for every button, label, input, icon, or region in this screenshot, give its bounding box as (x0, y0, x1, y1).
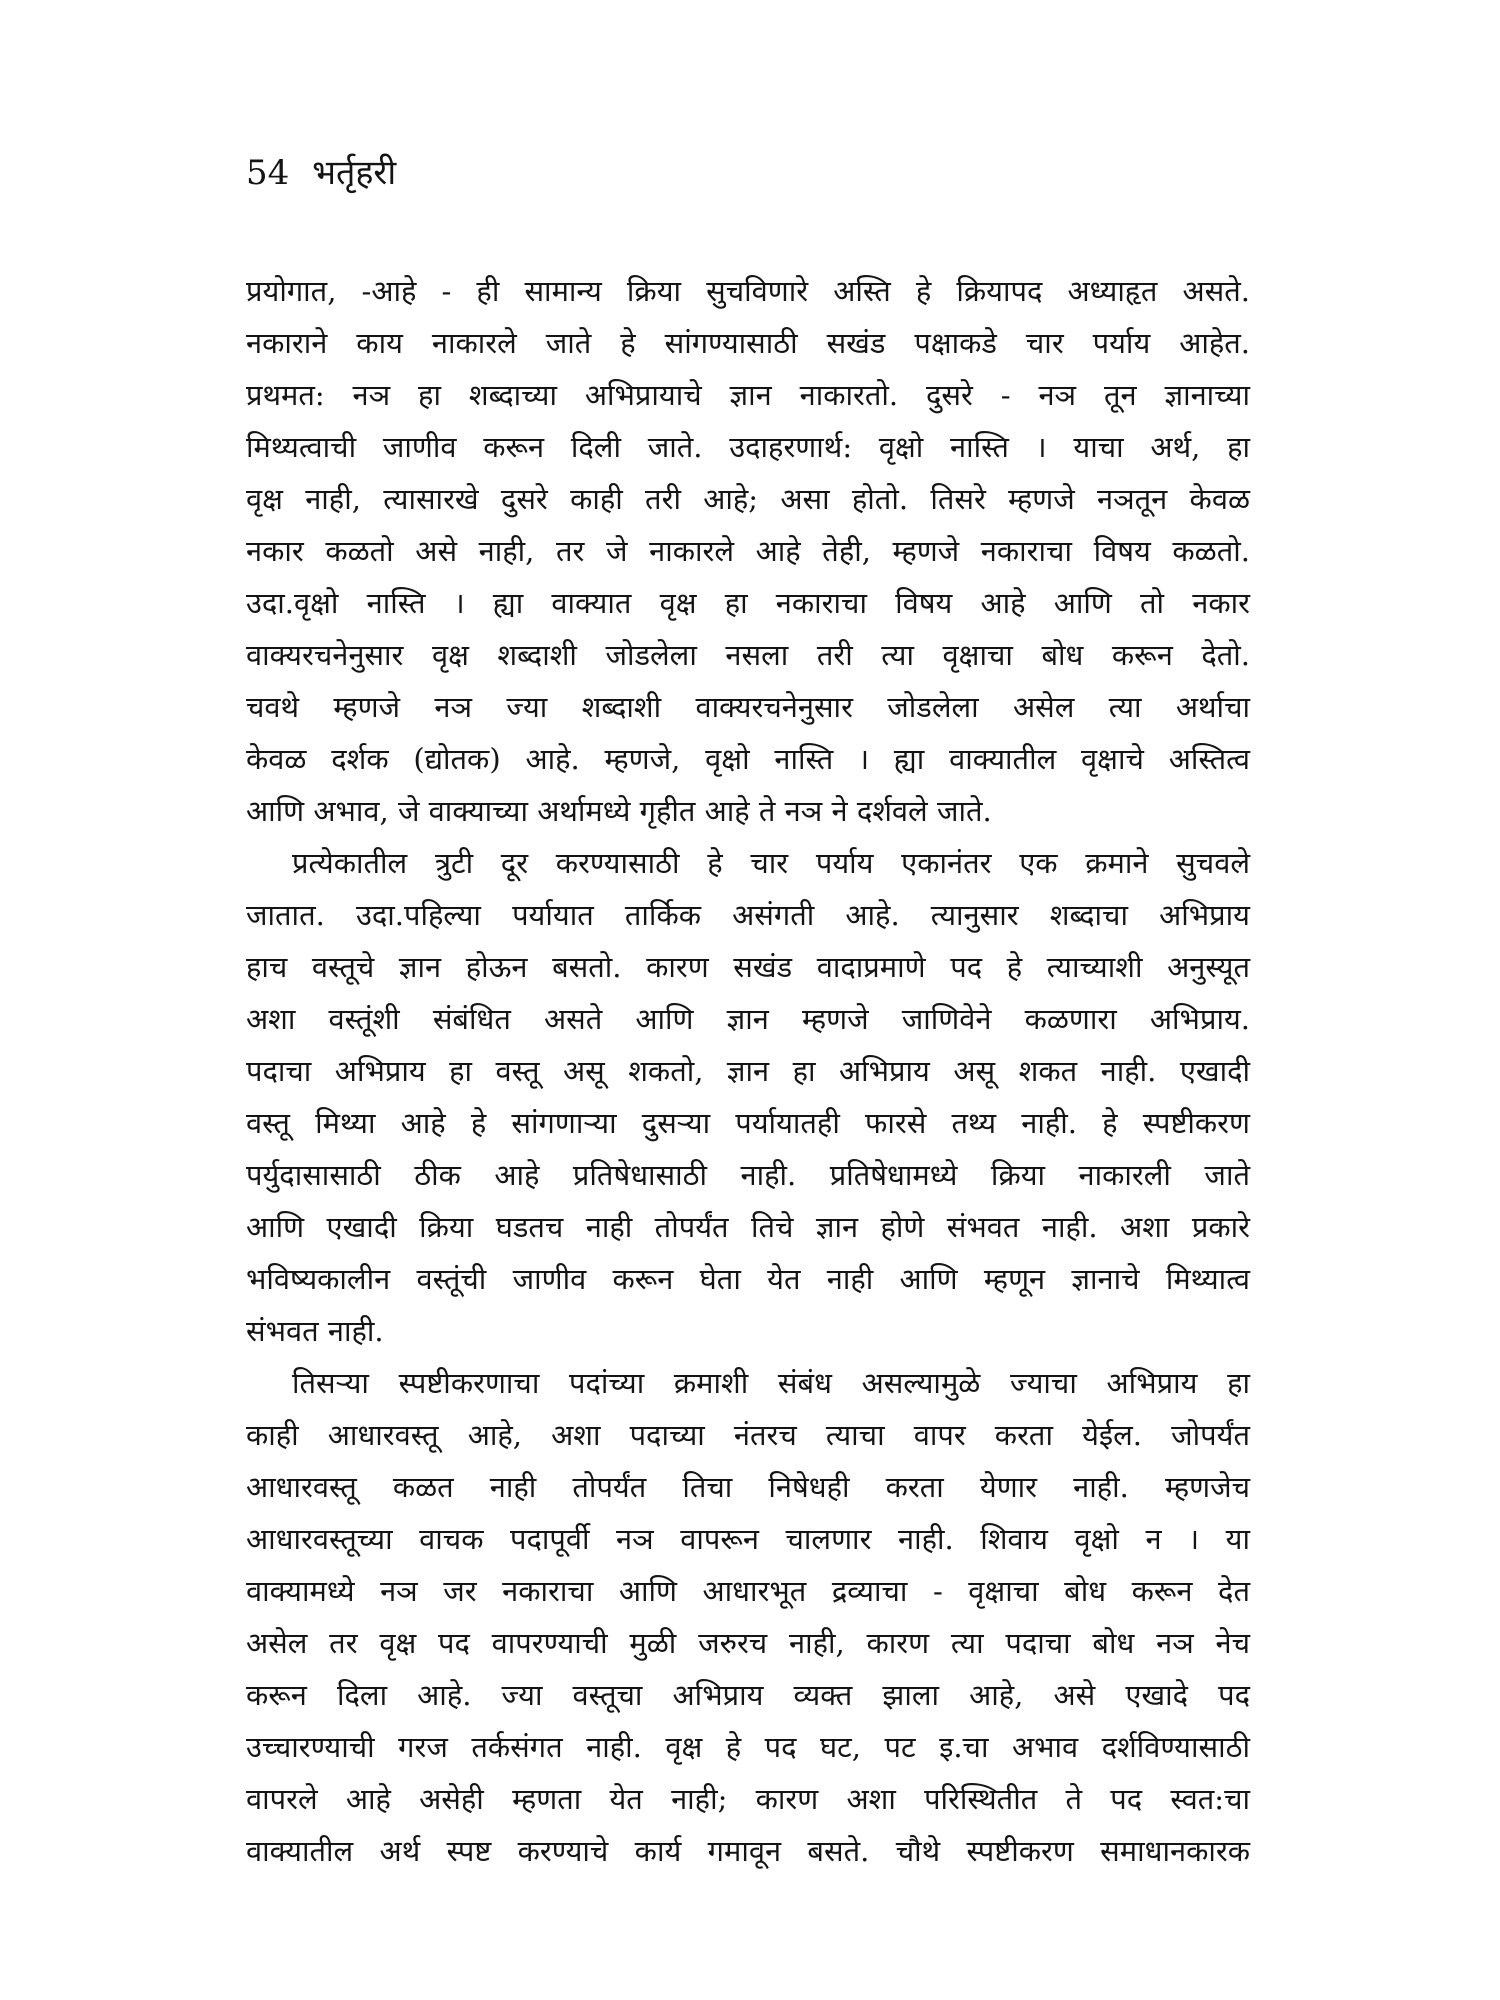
paragraph (246, 837, 1250, 1357)
text-line: मिथ्यत्वाची जाणीव करून दिली जाते. उदाहरणार्थ: वृक्षो नास्ति । याचा अर्थ, हा (246, 430, 1250, 464)
text-line: वृक्ष नाही, त्यासारखे दुसरे काही तरी आहे; असा होतो. तिसरे म्हणजे नञतून केवळ (246, 482, 1250, 516)
text-line: आणि एखादी क्रिया घडतच नाही तोपर्यंत तिचे ज्ञान होणे संभवत नाही. अशा प्रकारे (246, 1210, 1250, 1244)
text-line: आणि अभाव, जे वाक्याच्या अर्थामध्ये गृहीत आहे ते नञ ने दर्शवले जाते. (246, 794, 992, 828)
paragraph (246, 1357, 1250, 1877)
text-line: नकार कळतो असे नाही, तर जे नाकारले आहे तेही, म्हणजे नकाराचा विषय कळतो. (246, 534, 1250, 568)
text-line: वस्तू मिथ्या आहे हे सांगणाऱ्या दुसऱ्या पर्यायातही फारसे तथ्य नाही. हे स्पष्टीकरण (246, 1106, 1250, 1140)
text-line: प्रयोगात, -आहे - ही सामान्य क्रिया सुचविणारे अस्ति हे क्रियापद अध्याहृत असते. (246, 274, 1250, 308)
text-line: वाक्यरचनेनुसार वृक्ष शब्दाशी जोडलेला नसला तरी त्या वृक्षाचा बोध करून देतो. (246, 638, 1250, 672)
text-line: आधारवस्तू कळत नाही तोपर्यंत तिचा निषेधही करता येणार नाही. म्हणजेच (246, 1470, 1250, 1504)
text-line: पर्युदासासाठी ठीक आहे प्रतिषेधासाठी नाही. प्रतिषेधामध्ये क्रिया नाकारली जाते (246, 1158, 1250, 1192)
page-header (246, 148, 396, 198)
text-line: हाच वस्तूचे ज्ञान होऊन बसतो. कारण सखंड वादाप्रमाणे पद हे त्याच्याशी अनुस्यूत (246, 950, 1250, 984)
text-line: केवळ दर्शक (द्योतक) आहे. म्हणजे, वृक्षो नास्ति । ह्या वाक्यातील वृक्षाचे अस्तित्व (246, 742, 1250, 776)
text-line: तिसऱ्या स्पष्टीकरणाचा पदांच्या क्रमाशी संबंध असल्यामुळे ज्याचा अभिप्राय हा (292, 1366, 1250, 1400)
text-line: असेल तर वृक्ष पद वापरण्याची मुळी जरुरच नाही, कारण त्या पदाचा बोध नञ नेच (246, 1626, 1250, 1660)
text-line: चवथे म्हणजे नञ ज्या शब्दाशी वाक्यरचनेनुसार जोडलेला असेल त्या अर्थाचा (246, 690, 1250, 724)
text-line: उच्चारण्याची गरज तर्कसंगत नाही. वृक्ष हे पद घट, पट इ.चा अभाव दर्शविण्यासाठी (246, 1730, 1250, 1764)
text-line: प्रत्येकातील त्रुटी दूर करण्यासाठी हे चार पर्याय एकानंतर एक क्रमाने सुचवले (292, 846, 1250, 880)
text-line: नकाराने काय नाकारले जाते हे सांगण्यासाठी सखंड पक्षाकडे चार पर्याय आहेत. (246, 326, 1250, 360)
page-body-text (246, 265, 1250, 1877)
running-title: भर्तृहरी (312, 153, 397, 193)
text-line: प्रथमत: नञ हा शब्दाच्या अभिप्रायाचे ज्ञान नाकारतो. दुसरे - नञ तून ज्ञानाच्या (246, 378, 1250, 412)
text-line: भविष्यकालीन वस्तूंची जाणीव करून घेता येत नाही आणि म्हणून ज्ञानाचे मिथ्यात्व (246, 1262, 1250, 1296)
text-line: संभवत नाही. (246, 1314, 384, 1348)
text-line: पदाचा अभिप्राय हा वस्तू असू शकतो, ज्ञान हा अभिप्राय असू शकत नाही. एखादी (246, 1054, 1250, 1088)
text-line: वाक्यातील अर्थ स्पष्ट करण्याचे कार्य गमावून बसते. चौथे स्पष्टीकरण समाधानकारक (246, 1834, 1250, 1868)
paragraph (246, 265, 1250, 837)
page-number: 54 (246, 153, 290, 193)
text-line: अशा वस्तूंशी संबंधित असते आणि ज्ञान म्हणजे जाणिवेने कळणारा अभिप्राय. (246, 1002, 1250, 1036)
text-line: काही आधारवस्तू आहे, अशा पदाच्या नंतरच त्याचा वापर करता येईल. जोपर्यंत (246, 1418, 1250, 1452)
text-line: करून दिला आहे. ज्या वस्तूचा अभिप्राय व्यक्त झाला आहे, असे एखादे पद (246, 1678, 1250, 1712)
text-line: जातात. उदा.पहिल्या पर्यायात तार्किक असंगती आहे. त्यानुसार शब्दाचा अभिप्राय (246, 898, 1250, 932)
text-line: आधारवस्तूच्या वाचक पदापूर्वी नञ वापरून चालणार नाही. शिवाय वृक्षो न । या (246, 1522, 1250, 1556)
text-line: उदा.वृक्षो नास्ति । ह्या वाक्यात वृक्ष हा नकाराचा विषय आहे आणि तो नकार (246, 586, 1250, 620)
text-line: वाक्यामध्ये नञ जर नकाराचा आणि आधारभूत द्रव्याचा - वृक्षाचा बोध करून देत (246, 1574, 1250, 1608)
text-line: वापरले आहे असेही म्हणता येत नाही; कारण अशा परिस्थितीत ते पद स्वत:चा (246, 1782, 1250, 1816)
